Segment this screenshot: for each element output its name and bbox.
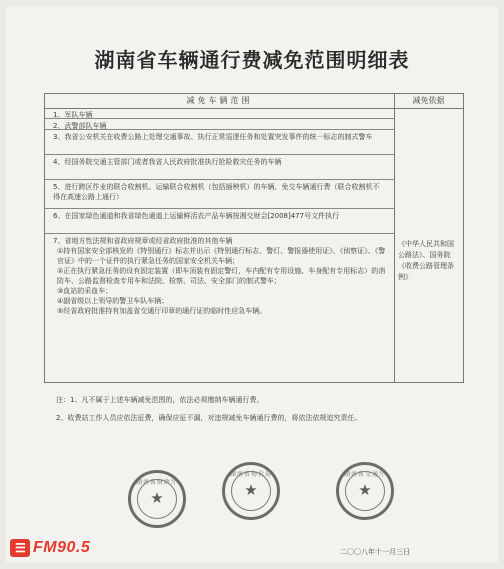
row7-item: ⑤经省政府批准持有加盖省交通厅印章的通行证的临时性应急车辆。 xyxy=(57,307,267,315)
star-icon: ★ xyxy=(150,489,164,507)
table-row: 3、我省公安机关在收费公路上处理交通事故、执行正常巡逻任务和处置突发事件的统一标志的制式警车 xyxy=(45,130,394,155)
column-divider xyxy=(394,94,395,382)
row7-item: ②正在执行紧急任务的设有固定装置（即车顶装有固定警灯，车内配有专用设施、车身配有专用标志）的消防车、公路监督检查专用车和法院、检察、司法、安全部门的制式警车； xyxy=(57,267,386,285)
star-icon: ★ xyxy=(358,481,372,499)
row7-item: ①持有国家安全部核发的《特别通行》标志并出示《特别通行标志、警灯、警报器使用证》、《侦察证》、《警官证》中的一个证件的执行紧急任务的国家安全机关车辆； xyxy=(57,247,386,265)
row7-item: ④副省级以上领导的警卫车队车辆； xyxy=(57,297,169,305)
table-row: 2、武警部队车辆 xyxy=(45,119,394,130)
notes xyxy=(44,395,464,431)
header-scope: 减免车辆范围 xyxy=(186,96,253,105)
row7-intro: 7、省地方性法规和省政府规章或经省政府批准的其他车辆 xyxy=(53,237,233,245)
logo-text: FM90.5 xyxy=(33,539,91,556)
basis-text: 《中华人民共和国公路法》、国务院《收费公路管理条例》 xyxy=(398,240,454,281)
official-seal xyxy=(336,462,394,520)
seal-label: 湖南省物价局 xyxy=(229,471,272,478)
table-row: 5、进行跨区作业的联合收割机、运输联合收割机（包括插秧机）的车辆，免交车辆通行费（联合收割机不得在高速公路上通行） xyxy=(45,180,394,209)
star-icon: ★ xyxy=(244,481,258,499)
table-row: 6、在国家绿色通道和我省绿色通道上运输鲜活农产品车辆按湘交财会[2008]477号文件执行 xyxy=(45,209,394,234)
table-row xyxy=(45,234,394,384)
radio-logo-icon: ☰ xyxy=(10,539,30,557)
seal-label: 湖南省财政厅 xyxy=(135,479,178,486)
fm905-logo xyxy=(10,535,120,561)
table-row: 1、军队车辆 xyxy=(45,108,394,119)
document-date: 二〇〇八年十一月三日 xyxy=(340,548,410,556)
exemption-table xyxy=(44,93,464,383)
official-seal xyxy=(222,462,280,520)
table-header xyxy=(45,94,463,109)
page-title: 湖南省车辆通行费减免范围明细表 xyxy=(94,48,410,72)
table-row: 4、经国务院交通主管部门或者我省人民政府批准执行抢险救灾任务的车辆 xyxy=(45,155,394,180)
header-basis: 减免依据 xyxy=(412,96,445,105)
note-item: 注：1、凡不属于上述车辆减免范围的，依法必须缴纳车辆通行费。 xyxy=(56,396,264,404)
official-seal xyxy=(128,470,186,528)
row7-item: ③血站的采血车； xyxy=(57,287,113,295)
seal-label: 湖南省交通厅 xyxy=(343,471,386,478)
note-item: 2、收费站工作人员应依法征费，确保应征不漏，对违规减免车辆通行费的，将依法依规追究责任。 xyxy=(56,414,362,422)
